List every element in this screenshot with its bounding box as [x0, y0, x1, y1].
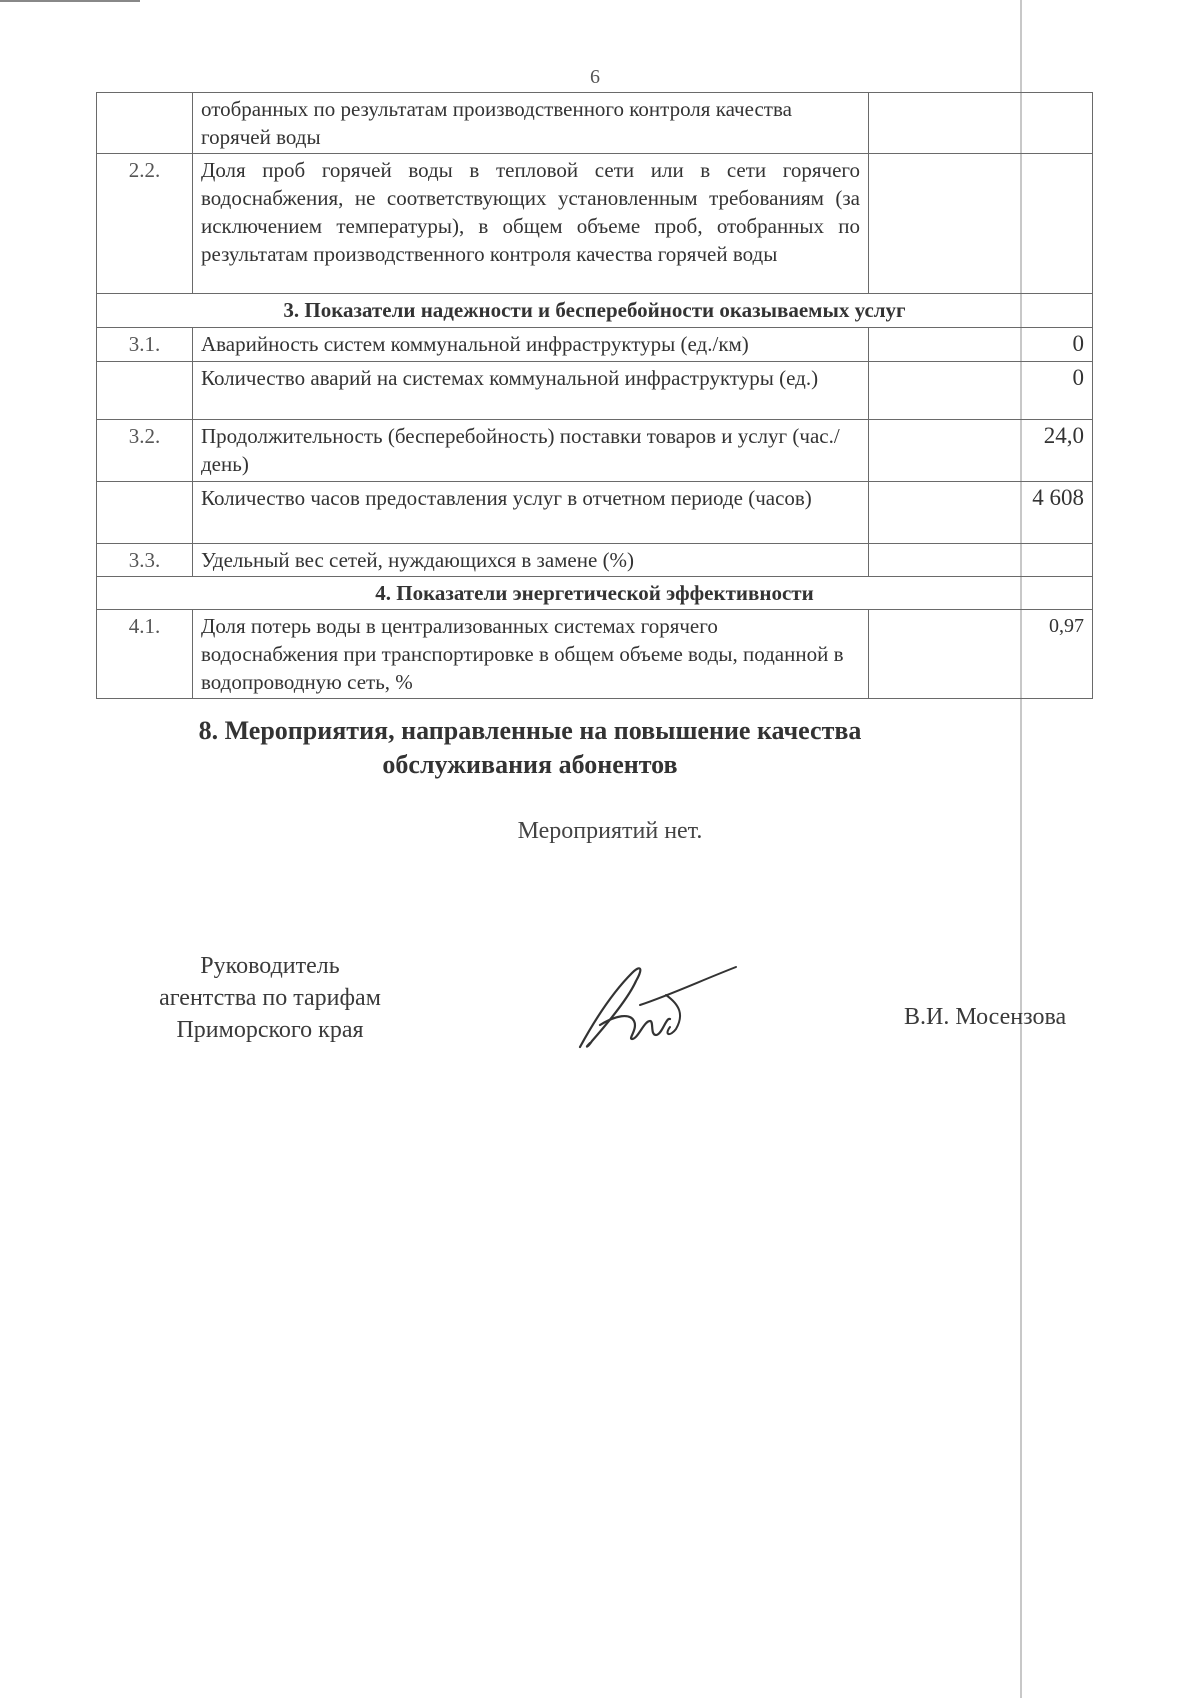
row-number: 2.2.: [97, 154, 193, 294]
row-name: Доля потерь воды в централизованных системах горячего водоснабжения при транспортировке в общем объеме воды, поданной в водопроводную сеть, %: [193, 610, 869, 699]
no-events-text: Мероприятий нет.: [517, 818, 703, 844]
signer-position-line: агентства по тарифам: [159, 985, 381, 1011]
row-number: 3.2.: [97, 420, 193, 482]
table-section-row: [97, 294, 1093, 328]
signer-name: В.И. Мосензова: [904, 1004, 1067, 1030]
row-number: 3.3.: [97, 544, 193, 577]
row-name: отобранных по результатам производственного контроля качества горячей воды: [193, 93, 869, 154]
page-number: 6: [590, 66, 600, 88]
section-8-title: 8. Мероприятия, направленные на повышение качества обслуживания абонентов: [198, 716, 862, 779]
row-name: Количество аварий на системах коммунальной инфраструктуры (ед.): [193, 362, 869, 420]
section-heading: 3. Показатели надежности и бесперебойности оказываемых услуг: [97, 294, 1093, 328]
row-name: Количество часов предоставления услуг в отчетном периоде (часов): [193, 482, 869, 544]
row-value: [869, 154, 1093, 294]
table-row: [97, 482, 1093, 544]
row-number: [97, 362, 193, 420]
table-section-row: [97, 577, 1093, 610]
section-heading: 4. Показатели энергетической эффективности: [97, 577, 1093, 610]
table-row: [97, 420, 1093, 482]
row-name: Аварийность систем коммунальной инфраструктуры (ед./км): [193, 328, 869, 362]
signer-position-line: Руководитель: [200, 953, 340, 979]
handwritten-signature: [570, 955, 740, 1055]
table-row: [97, 544, 1093, 577]
row-value: 4 608: [869, 482, 1093, 544]
row-value: 24,0: [869, 420, 1093, 482]
row-name: Удельный вес сетей, нуждающихся в замене (%): [193, 544, 869, 577]
table-row: [97, 610, 1093, 699]
row-number: [97, 93, 193, 154]
table-row: [97, 93, 1093, 154]
signer-position-line: Приморского края: [176, 1017, 364, 1043]
row-value: [869, 93, 1093, 154]
row-value: 0,97: [869, 610, 1093, 699]
row-value: 0: [869, 328, 1093, 362]
signer-position: [110, 950, 430, 1046]
row-value: 0: [869, 362, 1093, 420]
row-name: Продолжительность (бесперебойность) поставки товаров и услуг (час./день): [193, 420, 869, 482]
table-row: [97, 328, 1093, 362]
table-row: [97, 154, 1093, 294]
row-value: [869, 544, 1093, 577]
row-number: 4.1.: [97, 610, 193, 699]
row-number: 3.1.: [97, 328, 193, 362]
scan-edge-mark: [0, 0, 140, 2]
row-name: Доля проб горячей воды в тепловой сети или в сети горячего водоснабжения, не соответствующих установленным требованиям (за исключением температуры), в общем объеме проб, отобранных по результатам производственного контроля качества горячей воды: [193, 154, 869, 294]
row-number: [97, 482, 193, 544]
indicators-table: [96, 92, 1093, 699]
table-row: [97, 362, 1093, 420]
